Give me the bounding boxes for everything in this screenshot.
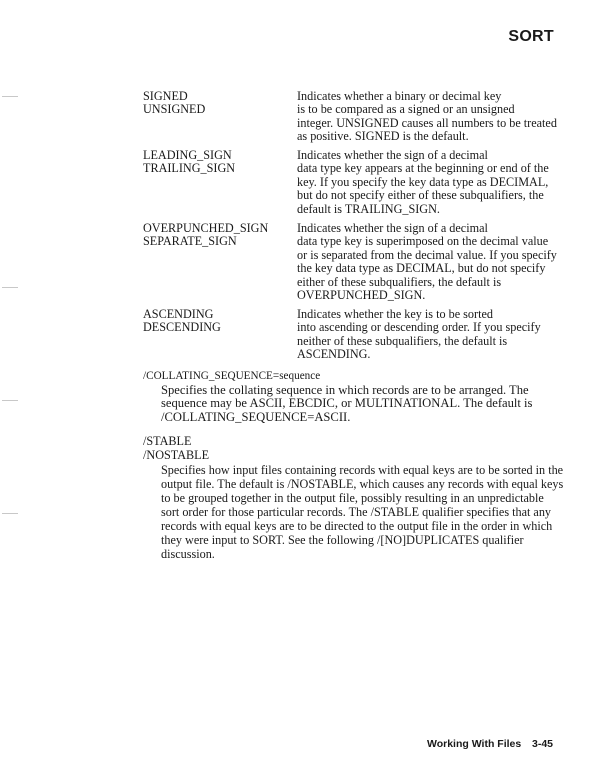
page-number: 3-45 xyxy=(532,738,554,750)
margin-mark xyxy=(2,96,18,97)
qualifier-description xyxy=(297,90,561,144)
description-line: as positive. SIGNED is the default. xyxy=(297,129,469,144)
qualifier-names xyxy=(143,222,293,249)
body-line: records with equal keys are to be directed to the output file in the order in which xyxy=(161,518,553,533)
body-line: they were input to SORT. See the following /[NO]DUPLICATES qualifier xyxy=(161,532,524,547)
qualifier-name: ASCENDING xyxy=(143,307,214,321)
body-line: sort order for those particular records. The /STABLE qualifier specifies that any xyxy=(161,504,552,519)
description-line: key. If you specify the key data type as DECIMAL, xyxy=(297,174,549,189)
description-line: into ascending or descending order. If you specify xyxy=(297,320,541,335)
qualifier-name: OVERPUNCHED_SIGN xyxy=(143,221,269,235)
description-line: default is TRAILING_SIGN. xyxy=(297,201,440,216)
description-line: Indicates whether the sign of a decimal xyxy=(297,148,488,162)
qualifier-name: LEADING_SIGN xyxy=(143,148,232,162)
qualifier-name: SIGNED xyxy=(143,89,188,103)
qualifier-description xyxy=(297,222,561,302)
description-line: data type key appears at the beginning or end of the xyxy=(297,161,549,176)
description-line: the key data type as DECIMAL, but do not specify xyxy=(297,261,546,276)
stable-body xyxy=(143,463,563,561)
description-line: neither of these subqualifiers, the default is xyxy=(297,333,508,348)
qualifier-name: TRAILING_SIGN xyxy=(143,161,236,176)
footer-section-title: Working With Files xyxy=(427,738,522,750)
body-line: sequence may be ASCII, EBCDIC, or MULTINATIONAL. The default is xyxy=(161,396,533,411)
body-line: output file. The default is /NOSTABLE, which causes any records with equal keys xyxy=(161,476,564,491)
description-line: is to be compared as a signed or an unsigned xyxy=(297,102,515,117)
stable-section xyxy=(143,435,563,561)
qualifier-names xyxy=(143,90,293,117)
description-line: OVERPUNCHED_SIGN. xyxy=(297,288,426,303)
stable-title: /STABLE xyxy=(143,434,192,448)
description-line: integer. UNSIGNED causes all numbers to be treated xyxy=(297,115,557,130)
description-line: Indicates whether the sign of a decimal xyxy=(297,221,488,235)
nostable-title: /NOSTABLE xyxy=(143,447,210,462)
body-line: discussion. xyxy=(161,546,215,561)
collating-sequence-section xyxy=(143,370,563,425)
qualifier-name: SEPARATE_SIGN xyxy=(143,234,237,249)
page-title: SORT xyxy=(508,28,554,45)
margin-mark xyxy=(2,513,18,514)
body-line: to be grouped together in the output file, possibly resulting in an unpredictable xyxy=(161,490,544,505)
body-line: Specifies how input files containing records with equal keys are to be sorted in the xyxy=(161,462,564,477)
description-line: Indicates whether a binary or decimal key xyxy=(297,89,502,103)
body-line: /COLLATING_SEQUENCE=ASCII. xyxy=(161,409,351,424)
description-line: data type key is superimposed on the decimal value xyxy=(297,234,549,249)
description-line: or is separated from the decimal value. If you specify xyxy=(297,247,557,262)
qualifier-description xyxy=(297,149,561,216)
collating-sequence-title: /COLLATING_SEQUENCE=sequence xyxy=(143,370,321,382)
description-line: ASCENDING. xyxy=(297,347,371,362)
qualifier-name: DESCENDING xyxy=(143,320,221,335)
margin-mark xyxy=(2,400,18,401)
description-line: but do not specify either of these subqualifiers, the xyxy=(297,188,544,203)
body-line: Specifies the collating sequence in which records are to be arranged. The xyxy=(161,382,529,397)
description-line: Indicates whether the key is to be sorted xyxy=(297,307,493,321)
description-line: either of these subqualifiers, the default is xyxy=(297,274,502,289)
qualifier-names xyxy=(143,308,293,335)
qualifier-name: UNSIGNED xyxy=(143,102,206,117)
margin-mark xyxy=(2,287,18,288)
qualifier-description xyxy=(297,308,561,362)
collating-sequence-body xyxy=(143,384,563,425)
qualifier-names xyxy=(143,149,293,176)
